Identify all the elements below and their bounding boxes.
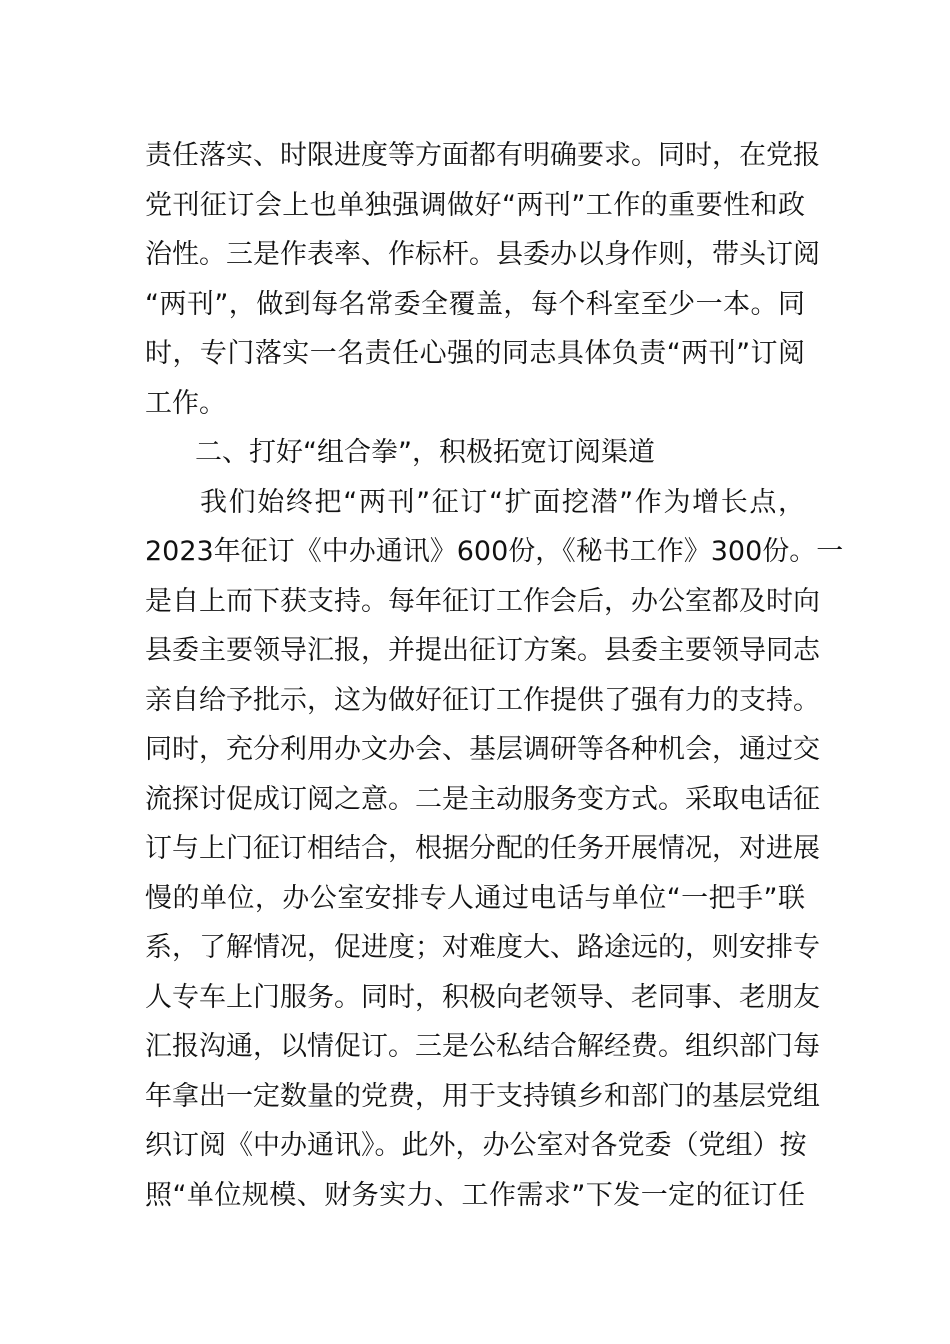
- text-line: 我们始终把“两刊”征订“扩面挖潜”作为增长点，: [200, 486, 805, 518]
- text-line: 织订阅《中办通讯》。此外，办公室对各党委（党组）按: [145, 1130, 807, 1161]
- text-line: 是自上而下获支持。每年征订工作会后，办公室都及时向: [145, 585, 820, 617]
- text-line: 时，专门落实一名责任心强的同志具体负责“两刊”订阅: [145, 338, 805, 369]
- text-line: 工作。: [145, 387, 226, 419]
- text-line: 2023年征订《中办通讯》600份，《秘书工作》300份。一: [145, 536, 844, 567]
- text-line: 党刊征订会上也单独强调做好“两刊”工作的重要性和政: [145, 189, 805, 221]
- text-line: 照“单位规模、财务实力、工作需求”下发一定的征订任: [145, 1179, 805, 1211]
- text-line: 年拿出一定数量的党费，用于支持镇乡和部门的基层党组: [145, 1080, 820, 1112]
- text-line: 亲自给予批示，这为做好征订工作提供了强有力的支持。: [145, 684, 820, 716]
- text-line: 流探讨促成订阅之意。二是主动服务变方式。采取电话征: [145, 783, 820, 815]
- text-line: 系，了解情况，促进度；对难度大、路途远的，则安排专: [145, 932, 820, 963]
- text-line: 同时，充分利用办文办会、基层调研等各种机会，通过交: [145, 734, 820, 765]
- section-heading: 二、打好“组合拳”，积极拓宽订阅渠道: [195, 437, 655, 468]
- text-line: 责任落实、时限进度等方面都有明确要求。同时，在党报: [145, 140, 820, 171]
- text-line: 县委主要领导汇报，并提出征订方案。县委主要领导同志: [145, 635, 820, 666]
- text-line: “两刊”，做到每名常委全覆盖，每个科室至少一本。同: [145, 288, 805, 320]
- document-page: [145, 131, 844, 1220]
- text-line: 订与上门征订相结合，根据分配的任务开展情况，对进展: [145, 833, 820, 864]
- text-line: 慢的单位，办公室安排专人通过电话与单位“一把手”联: [145, 882, 805, 914]
- text-line: 治性。三是作表率、作标杆。县委办以身作则，带头订阅: [145, 239, 820, 270]
- text-line: 汇报沟通，以情促订。三是公私结合解经费。组织部门每: [145, 1031, 820, 1062]
- text-line: 人专车上门服务。同时，积极向老领导、老同事、老朋友: [145, 981, 820, 1013]
